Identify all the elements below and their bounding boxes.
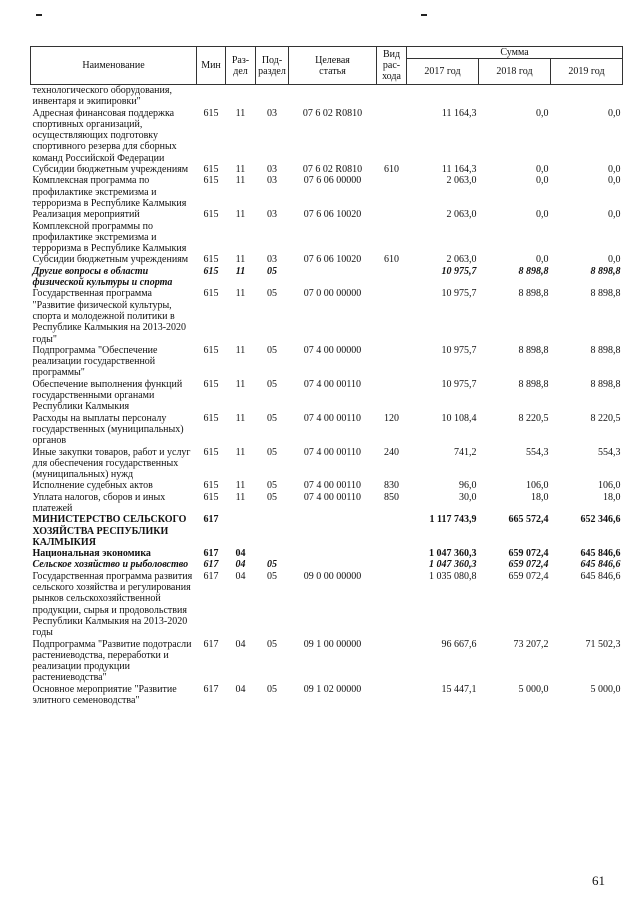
cell-celevaya-statya [289, 514, 377, 548]
table-row [31, 379, 623, 413]
cell-sum-2018: 665 572,4 [508, 514, 549, 526]
cell-podrazdel: 05 [267, 683, 277, 695]
cell-vid-rashoda [377, 175, 407, 209]
table-row [31, 559, 623, 570]
cell-celevaya-statya: 07 6 02 R0810 [302, 164, 363, 176]
cell-celevaya-statya: 07 6 06 10020 [303, 254, 362, 266]
cell-min: 617 [203, 683, 219, 695]
cell-celevaya-statya: 07 4 00 00110 [303, 412, 362, 424]
cell-sum-2018: 0,0 [536, 164, 549, 176]
cell-podrazdel: 05 [267, 288, 277, 300]
cell-sum-2018: 0,0 [536, 209, 549, 221]
cell-celevaya-statya: 07 4 00 00110 [303, 491, 362, 503]
cell-sum-2019: 0,0 [608, 164, 621, 176]
cell-min: 615 [203, 265, 219, 277]
cell-min: 615 [203, 344, 219, 356]
table-row [31, 480, 623, 491]
cell-sum-2019: 8 898,8 [590, 344, 621, 356]
cell-sum-2019: 652 346,6 [580, 514, 621, 526]
cell-razdel: 11 [235, 209, 246, 221]
cell-sum-2019: 645 846,6 [580, 559, 621, 571]
cell-sum-2019: 18,0 [603, 491, 621, 503]
cell-name: Иные закупки товаров, работ и услуг для обеспечения государственных (муниципальных) нужд [32, 446, 191, 481]
cell-min: 617 [203, 638, 219, 650]
header-razdel: Раз- дел [226, 47, 256, 85]
header-year-2019: 2019 год [551, 59, 623, 85]
cell-sum-2018: 8 898,8 [518, 344, 549, 356]
cell-sum-2018: 8 220,5 [518, 412, 549, 424]
cell-sum-2018: 8 898,8 [518, 265, 549, 277]
cell-sum-2018: 659 072,4 [508, 559, 549, 571]
cell-name: Основное мероприятие "Развитие элитного семеноводства" [32, 683, 177, 707]
cell-name: Сельское хозяйство и рыболовство [32, 559, 189, 571]
cell-sum-2019: 8 898,8 [590, 378, 621, 390]
cell-razdel: 04 [235, 638, 246, 650]
cell-name: Субсидии бюджетным учреждениям [32, 254, 189, 266]
cell-celevaya-statya: 09 0 00 00000 [303, 570, 362, 582]
cell-podrazdel [256, 548, 289, 559]
cell-sum-2018: 554,3 [526, 446, 549, 458]
cell-razdel: 11 [235, 288, 246, 300]
budget-table [30, 46, 623, 706]
cell-name: Обеспечение выполнения функций государственными органами Республики Калмыкия [32, 378, 183, 413]
cell-podrazdel: 05 [267, 344, 277, 356]
cell-celevaya-statya: 07 6 02 R0810 [302, 107, 363, 119]
cell-min: 615 [203, 209, 219, 221]
table-row [31, 266, 623, 289]
cell-min [197, 85, 226, 108]
table-body [31, 85, 623, 707]
table-row [31, 514, 623, 548]
table-row [31, 345, 623, 379]
cell-celevaya-statya: 07 6 06 00000 [303, 175, 362, 187]
cell-name: Подпрограмма "Обеспечение реализации государственной программы" [32, 344, 158, 379]
cell-sum-2019: 554,3 [598, 446, 621, 458]
cell-razdel: 11 [235, 412, 246, 424]
cell-min: 615 [203, 491, 219, 503]
table-row [31, 108, 623, 164]
top-right-dash-mark [421, 14, 427, 16]
cell-sum-2019: 5 000,0 [590, 683, 621, 695]
cell-razdel: 11 [235, 491, 246, 503]
cell-name: Другие вопросы в области физической культуры и спорта [32, 265, 173, 289]
cell-sum-2018: 73 207,2 [513, 638, 549, 650]
cell-razdel: 11 [235, 175, 246, 187]
cell-razdel: 04 [235, 570, 246, 582]
table-row [31, 164, 623, 175]
cell-vid-rashoda [377, 379, 407, 413]
cell-razdel: 11 [235, 107, 246, 119]
cell-vid-rashoda [377, 559, 407, 570]
header-summa: Сумма [407, 47, 623, 59]
cell-sum-2018: 659 072,4 [508, 570, 549, 582]
cell-razdel: 11 [235, 164, 246, 176]
cell-name: Комплексная программа по профилактике экстремизма и терроризма в Республике Калмыкия [32, 175, 187, 209]
cell-sum-2019: 0,0 [608, 175, 621, 187]
cell-sum-2018: 0,0 [536, 175, 549, 187]
cell-name: Исполнение судебных актов [32, 480, 153, 492]
cell-sum-2018: 106,0 [526, 480, 549, 492]
cell-vid-rashoda: 240 [384, 446, 399, 458]
cell-sum-2017: 96 667,6 [441, 638, 477, 650]
cell-vid-rashoda [377, 684, 407, 707]
cell-sum-2018: 0,0 [536, 107, 549, 119]
page-number: 61 [592, 873, 605, 888]
cell-sum-2018: 8 898,8 [518, 378, 549, 390]
cell-vid-rashoda: 610 [384, 254, 399, 266]
cell-vid-rashoda: 610 [384, 164, 399, 176]
table-row [31, 254, 623, 265]
cell-min: 617 [203, 548, 219, 560]
table-row [31, 447, 623, 481]
cell-name: Реализация мероприятий Комплексной программы по профилактике экстремизма и терроризма в Республике Калмыкия [32, 209, 187, 255]
cell-min: 615 [203, 480, 219, 492]
cell-sum-2019: 0,0 [608, 107, 621, 119]
table-row [31, 571, 623, 639]
cell-min: 615 [203, 107, 219, 119]
cell-celevaya-statya [289, 559, 377, 570]
cell-name: Субсидии бюджетным учреждениям [32, 164, 189, 176]
cell-celevaya-statya: 07 6 06 10020 [303, 209, 362, 221]
cell-podrazdel: 05 [267, 570, 277, 582]
table-row [31, 548, 623, 559]
cell-sum-2017: 1 117 743,9 [429, 514, 477, 526]
cell-razdel: 11 [235, 378, 246, 390]
cell-vid-rashoda [377, 571, 407, 639]
cell-sum-2019: 8 220,5 [590, 412, 621, 424]
header-celevaya-statya: Целевая статья [289, 47, 377, 85]
cell-sum-2018: 8 898,8 [518, 288, 549, 300]
cell-name: Государственная программа "Развитие физической культуры, спорта и молодежной политики в Республике Калмыкия на 2013-2020 годы" [32, 288, 187, 345]
cell-name: Адресная финансовая поддержка спортивных организаций, осуществляющих подготовку спортивного резерва для сборных команд Российской Федерации [32, 107, 177, 164]
cell-sum-2017: 1 047 360,3 [429, 559, 477, 571]
cell-vid-rashoda [377, 345, 407, 379]
cell-celevaya-statya: 07 4 00 00110 [303, 480, 362, 492]
cell-sum-2019: 645 846,6 [580, 570, 621, 582]
table-row [31, 288, 623, 344]
table-row [31, 684, 623, 707]
cell-sum-2017: 1 035 080,8 [429, 570, 477, 582]
table-row [31, 175, 623, 209]
cell-razdel: 11 [235, 265, 246, 277]
cell-vid-rashoda [377, 266, 407, 289]
cell-sum-2017 [407, 85, 479, 108]
cell-sum-2018: 659 072,4 [508, 548, 549, 560]
cell-podrazdel: 05 [267, 265, 277, 277]
header-name: Наименование [31, 47, 197, 85]
cell-razdel: 11 [235, 446, 246, 458]
header-year-2018: 2018 год [479, 59, 551, 85]
cell-min: 615 [203, 412, 219, 424]
cell-celevaya-statya [289, 85, 377, 108]
cell-sum-2017: 10 975,7 [441, 288, 477, 300]
cell-sum-2018: 18,0 [531, 491, 549, 503]
top-left-dash-mark [36, 14, 42, 16]
cell-razdel [226, 85, 256, 108]
cell-min: 615 [203, 446, 219, 458]
cell-celevaya-statya: 09 1 02 00000 [303, 683, 362, 695]
cell-razdel: 04 [235, 548, 246, 560]
cell-sum-2017: 2 063,0 [446, 254, 477, 266]
table-row [31, 85, 623, 108]
cell-sum-2019: 0,0 [608, 209, 621, 221]
header-vid-rashoda: Вид рас- хода [377, 47, 407, 85]
cell-vid-rashoda [377, 85, 407, 108]
table-row [31, 639, 623, 684]
cell-vid-rashoda [377, 639, 407, 684]
table-row [31, 492, 623, 515]
cell-sum-2017: 11 164,3 [441, 107, 477, 119]
cell-sum-2017: 15 447,1 [441, 683, 477, 695]
cell-celevaya-statya [289, 548, 377, 559]
header-year-2017: 2017 год [407, 59, 479, 85]
cell-min: 617 [203, 570, 219, 582]
cell-sum-2019 [551, 85, 623, 108]
cell-sum-2017: 2 063,0 [446, 209, 477, 221]
cell-name: технологического оборудования, инвентаря и экипировки" [32, 85, 172, 108]
cell-podrazdel [256, 85, 289, 108]
cell-sum-2018: 0,0 [536, 254, 549, 266]
cell-sum-2019: 645 846,6 [580, 548, 621, 560]
table-row [31, 209, 623, 254]
cell-sum-2017: 741,2 [454, 446, 477, 458]
cell-vid-rashoda [377, 548, 407, 559]
cell-name: Расходы на выплаты персоналу государственных (муниципальных) органов [32, 412, 184, 447]
cell-razdel [226, 514, 256, 548]
cell-sum-2017: 10 108,4 [441, 412, 477, 424]
cell-podrazdel: 03 [267, 107, 277, 119]
header-min: Мин [197, 47, 226, 85]
cell-name: Подпрограмма "Развитие подотрасли растениеводства, переработки и реализации продукции растениеводства" [32, 638, 192, 684]
cell-podrazdel: 05 [267, 378, 277, 390]
cell-sum-2017: 10 975,7 [441, 378, 477, 390]
cell-min: 615 [203, 288, 219, 300]
cell-min: 615 [203, 175, 219, 187]
cell-razdel: 04 [235, 559, 246, 571]
cell-podrazdel: 05 [267, 638, 277, 650]
cell-podrazdel: 05 [267, 412, 277, 424]
cell-name: Национальная экономика [32, 548, 151, 560]
cell-razdel: 04 [235, 683, 246, 695]
cell-vid-rashoda: 120 [384, 412, 399, 424]
cell-celevaya-statya: 07 4 00 00110 [303, 446, 362, 458]
cell-vid-rashoda [377, 209, 407, 254]
cell-vid-rashoda [377, 514, 407, 548]
cell-sum-2018: 5 000,0 [518, 683, 549, 695]
cell-celevaya-statya: 09 1 00 00000 [303, 638, 362, 650]
cell-min: 615 [203, 254, 219, 266]
cell-podrazdel: 03 [267, 175, 277, 187]
cell-name: Уплата налогов, сборов и иных платежей [32, 491, 166, 514]
cell-name: МИНИСТЕРСТВО СЕЛЬСКОГО ХОЗЯЙСТВА РЕСПУБЛИКИ КАЛМЫКИЯ [32, 514, 187, 548]
cell-vid-rashoda [377, 288, 407, 344]
cell-sum-2017: 10 975,7 [441, 265, 477, 277]
cell-vid-rashoda: 850 [384, 491, 399, 503]
cell-celevaya-statya: 07 4 00 00000 [303, 344, 362, 356]
cell-sum-2019: 71 502,3 [585, 638, 621, 650]
cell-celevaya-statya: 07 0 00 00000 [303, 288, 362, 300]
cell-sum-2017: 96,0 [459, 480, 477, 492]
cell-podrazdel [256, 514, 289, 548]
table-row [31, 413, 623, 447]
cell-min: 615 [203, 164, 219, 176]
cell-podrazdel: 05 [267, 559, 277, 571]
cell-min: 617 [203, 559, 219, 571]
cell-vid-rashoda [377, 108, 407, 164]
cell-min: 615 [203, 378, 219, 390]
cell-sum-2019: 0,0 [608, 254, 621, 266]
cell-razdel: 11 [235, 254, 246, 266]
cell-celevaya-statya: 07 4 00 00110 [303, 378, 362, 390]
cell-sum-2017: 11 164,3 [441, 164, 477, 176]
cell-min: 617 [203, 514, 219, 526]
cell-sum-2017: 10 975,7 [441, 344, 477, 356]
cell-podrazdel: 05 [267, 480, 277, 492]
cell-podrazdel: 05 [267, 491, 277, 503]
cell-sum-2017: 2 063,0 [446, 175, 477, 187]
cell-sum-2019: 8 898,8 [590, 265, 621, 277]
header-podrazdel: Под- раздел [256, 47, 289, 85]
cell-sum-2017: 30,0 [459, 491, 477, 503]
cell-sum-2017: 1 047 360,3 [429, 548, 477, 560]
cell-sum-2019: 8 898,8 [590, 288, 621, 300]
cell-vid-rashoda: 830 [384, 480, 399, 492]
cell-podrazdel: 03 [267, 164, 277, 176]
cell-podrazdel: 03 [267, 209, 277, 221]
cell-podrazdel: 05 [267, 446, 277, 458]
cell-podrazdel: 03 [267, 254, 277, 266]
cell-name: Государственная программа развития сельского хозяйства и регулирования рынков сельскохозяйственной продукции, сырья и продовольствия Республики Калмыкия на 2013-2020 годы [32, 570, 193, 639]
cell-razdel: 11 [235, 344, 246, 356]
cell-sum-2018 [479, 85, 551, 108]
cell-celevaya-statya [289, 266, 377, 289]
cell-razdel: 11 [235, 480, 246, 492]
cell-sum-2019: 106,0 [598, 480, 621, 492]
